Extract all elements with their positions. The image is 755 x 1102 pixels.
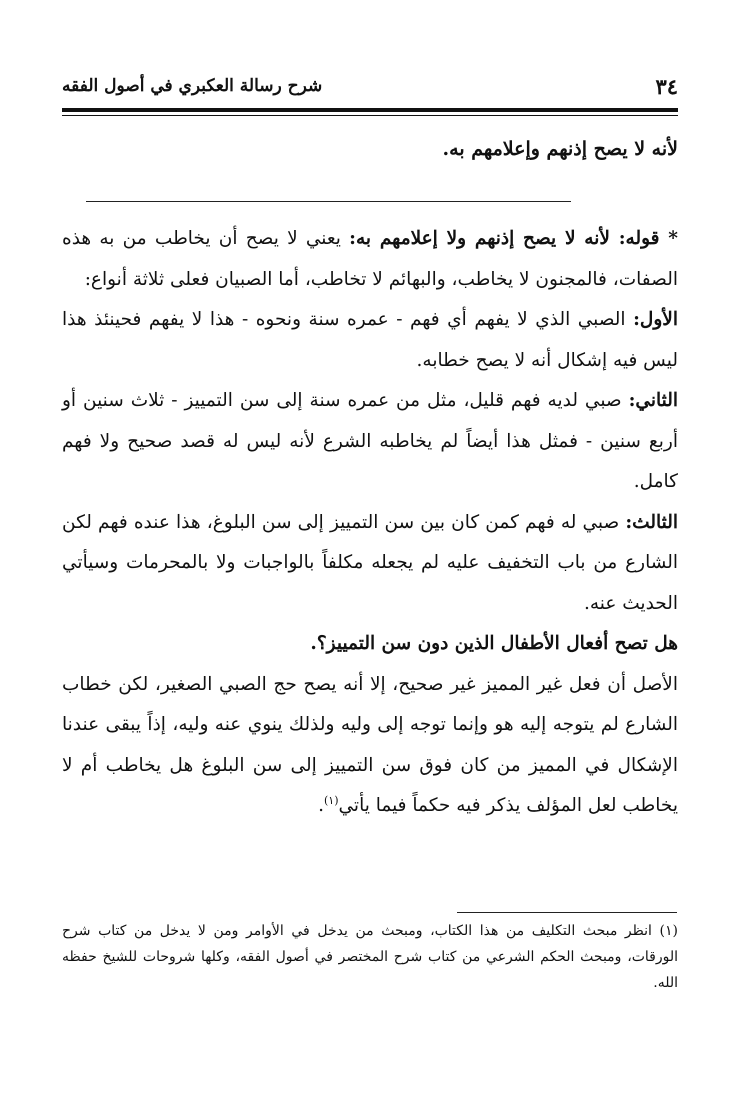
second-type-text: صبي لديه فهم قليل، مثل من عمره سنة إلى سن التمييز - ثلاث سنين أو أربع سنين - فمثل هذا أيضاً لم يخاطبه الشرع لأنه ليس له قصد صحيح ولا فهم كامل. [62, 390, 678, 492]
footnote-reference[interactable]: (١) [323, 793, 339, 807]
matn-text: لأنه لا يصح إذنهم وإعلامهم به. [442, 138, 678, 160]
intro-marker: * قوله: لأنه لا يصح إذنهم ولا إعلامهم به: [349, 228, 678, 249]
first-type-paragraph [62, 300, 678, 381]
final-end: . [318, 795, 324, 816]
running-header [62, 74, 678, 104]
header-rule-thick [62, 108, 678, 112]
commentary-body [62, 219, 678, 827]
third-type-text: صبي له فهم كمن كان بين سن التمييز إلى سن البلوغ، هذا عنده فهم لكن الشارع من باب التخفيف عليه لم يجعله مكلفاً بالواجبات ولا بالمحرمات وسيأتي الحديث عنه. [62, 511, 678, 614]
footnote [62, 918, 678, 996]
footnote-rule [457, 912, 677, 913]
final-text: الأصل أن فعل غير المميز غير صحيح، إلا أنه يصح حج الصبي الصغير، لكن خطاب الشارع لم يتوجه إليه هو وإنما توجه إلى وليه ولذلك ينوي عنه وليه، إذاً يبقى عندنا الإشكال في المميز من كان فوق سن التمييز إلى سن البلوغ هل يخاطب أم لا يخاطب لعل المؤلف يذكر فيه حكماً فيما يأتي [62, 673, 678, 816]
first-type-text: الصبي الذي لا يفهم أي فهم - عمره سنة ونحوه - هذا لا يفهم فحينئذ هذا ليس فيه إشكال أنه لا يصح خطابه. [62, 309, 678, 371]
footnote-text: (١) انظر مبحث التكليف من هذا الكتاب، ومبحث من يدخل في الأوامر ومن لا يدخل من كتاب شرح الورقات، ومبحث الحكم الشرعي من كتاب شرح المختصر في أصول الفقه، وكلها شروحات للشيخ حفظه الله. [62, 923, 678, 991]
third-type-label: الثالث: [625, 511, 678, 533]
intro-paragraph [62, 219, 678, 300]
second-type-label: الثاني: [628, 390, 678, 411]
header-rule-thin [62, 115, 678, 116]
final-paragraph [62, 665, 678, 827]
running-title: شرح رسالة العكبري في أصول الفقه [62, 76, 323, 96]
page-number: ٣٤ [655, 74, 678, 99]
intro-text: يعني لا يصح أن يخاطب من به هذه الصفات، فالمجنون لا يخاطب، والبهائم لا تخاطب، أما الصبيان فعلى ثلاثة أنواع: [62, 228, 678, 290]
matn-separator [86, 201, 571, 202]
question-heading: هل تصح أفعال الأطفال الذين دون سن التمييز؟. [310, 633, 678, 654]
second-type-paragraph [62, 381, 678, 503]
first-type-label: الأول: [633, 309, 678, 330]
third-type-paragraph [62, 503, 678, 625]
